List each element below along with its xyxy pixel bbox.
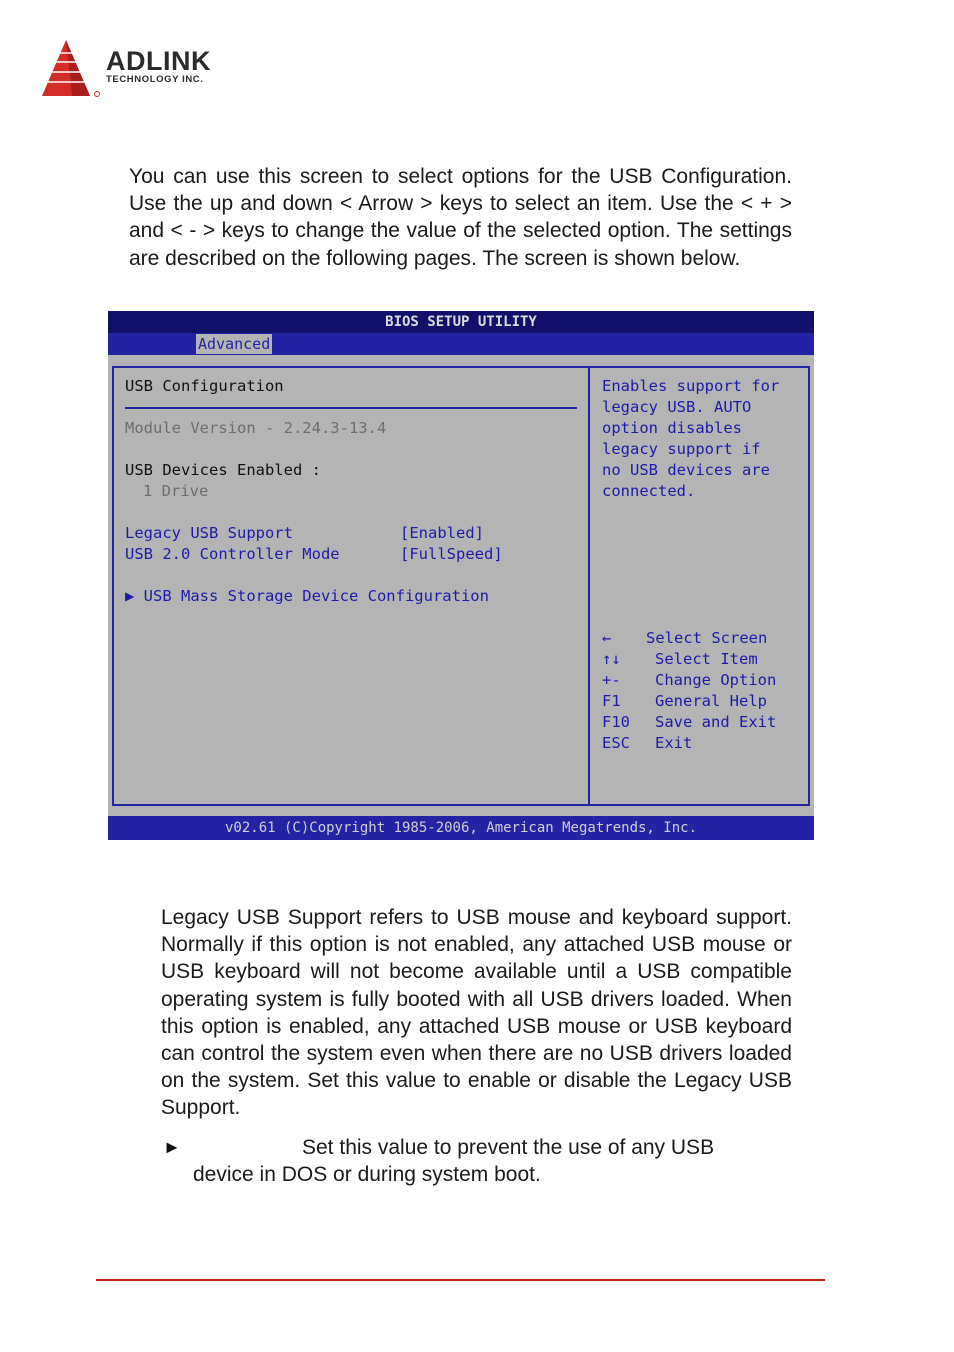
setting-usb2-mode-label[interactable]: USB 2.0 Controller Mode (125, 545, 340, 563)
help-line: option disables (602, 419, 742, 437)
tab-advanced[interactable]: Advanced (198, 335, 271, 353)
bios-heading-rule (125, 407, 577, 409)
bios-section-heading: USB Configuration (125, 377, 284, 395)
page-footer-rule (96, 1279, 825, 1281)
submenu-usb-mass-storage[interactable]: ▶ USB Mass Storage Device Configuration (125, 587, 489, 605)
bullet-arrow-icon: ► (163, 1137, 181, 1157)
help-line: no USB devices are (602, 461, 770, 479)
key-f1: F1 (602, 692, 621, 710)
logo-pyramid-icon (42, 38, 100, 98)
bios-panel-divider (588, 366, 590, 806)
bios-body (108, 355, 814, 816)
bullet-text-line1: Set this value to prevent the use of any USB (302, 1136, 715, 1159)
key-action: Select Item (655, 650, 758, 668)
key-action: Change Option (655, 671, 777, 689)
bios-copyright-footer: v02.61 (C)Copyright 1985-2006, American Megatrends, Inc. (108, 816, 814, 840)
help-line: connected. (602, 482, 696, 500)
key-action: Exit (655, 734, 693, 752)
bios-screenshot (108, 311, 814, 840)
key-left-arrow: ← (602, 629, 612, 647)
adlink-logo (42, 38, 242, 100)
setting-legacy-usb-value[interactable]: [Enabled] (400, 524, 484, 542)
help-line: Enables support for (602, 377, 780, 395)
key-plus-minus: +- (602, 671, 621, 689)
key-action: General Help (655, 692, 767, 710)
setting-usb2-mode-value[interactable]: [FullSpeed] (400, 545, 503, 563)
module-version: Module Version - 2.24.3-13.4 (125, 419, 387, 437)
help-line: legacy support if (602, 440, 761, 458)
logo-brand: ADLINK (106, 46, 211, 76)
logo-tagline: TECHNOLOGY INC. (106, 74, 204, 85)
bios-menubar (108, 333, 814, 355)
bullet-text-line2: device in DOS or during system boot. (193, 1163, 541, 1186)
usb-devices-value: 1 Drive (143, 482, 209, 500)
setting-legacy-usb-label[interactable]: Legacy USB Support (125, 524, 293, 542)
legacy-usb-description: Legacy USB Support refers to USB mouse and keyboard support. Normally if this option is not enabled, any attached USB mouse or USB keyboard will not become available until a USB compatible operating system is fully booted with all USB drivers loaded. When this option is enabled, any attached USB mouse or USB keyboard can control the system even when there are no USB drivers loaded on the system. Set this value to enable or disable the Legacy USB Support. (161, 906, 792, 1120)
intro-paragraph: You can use this screen to select options for the USB Configuration. Use the up and down < Arrow > keys to select an item. Use the < + > and < - > keys to change the value of the selected option. The settings are described on the following pages. The screen is shown below. (129, 165, 792, 270)
key-f10: F10 (602, 713, 630, 731)
usb-devices-label: USB Devices Enabled : (125, 461, 321, 479)
key-up-down: ↑↓ (602, 650, 621, 668)
key-action: Save and Exit (655, 713, 777, 731)
help-line: legacy USB. AUTO (602, 398, 752, 416)
key-action: Select Screen (646, 629, 768, 647)
key-esc: ESC (602, 734, 630, 752)
bios-title: BIOS SETUP UTILITY (108, 311, 814, 333)
